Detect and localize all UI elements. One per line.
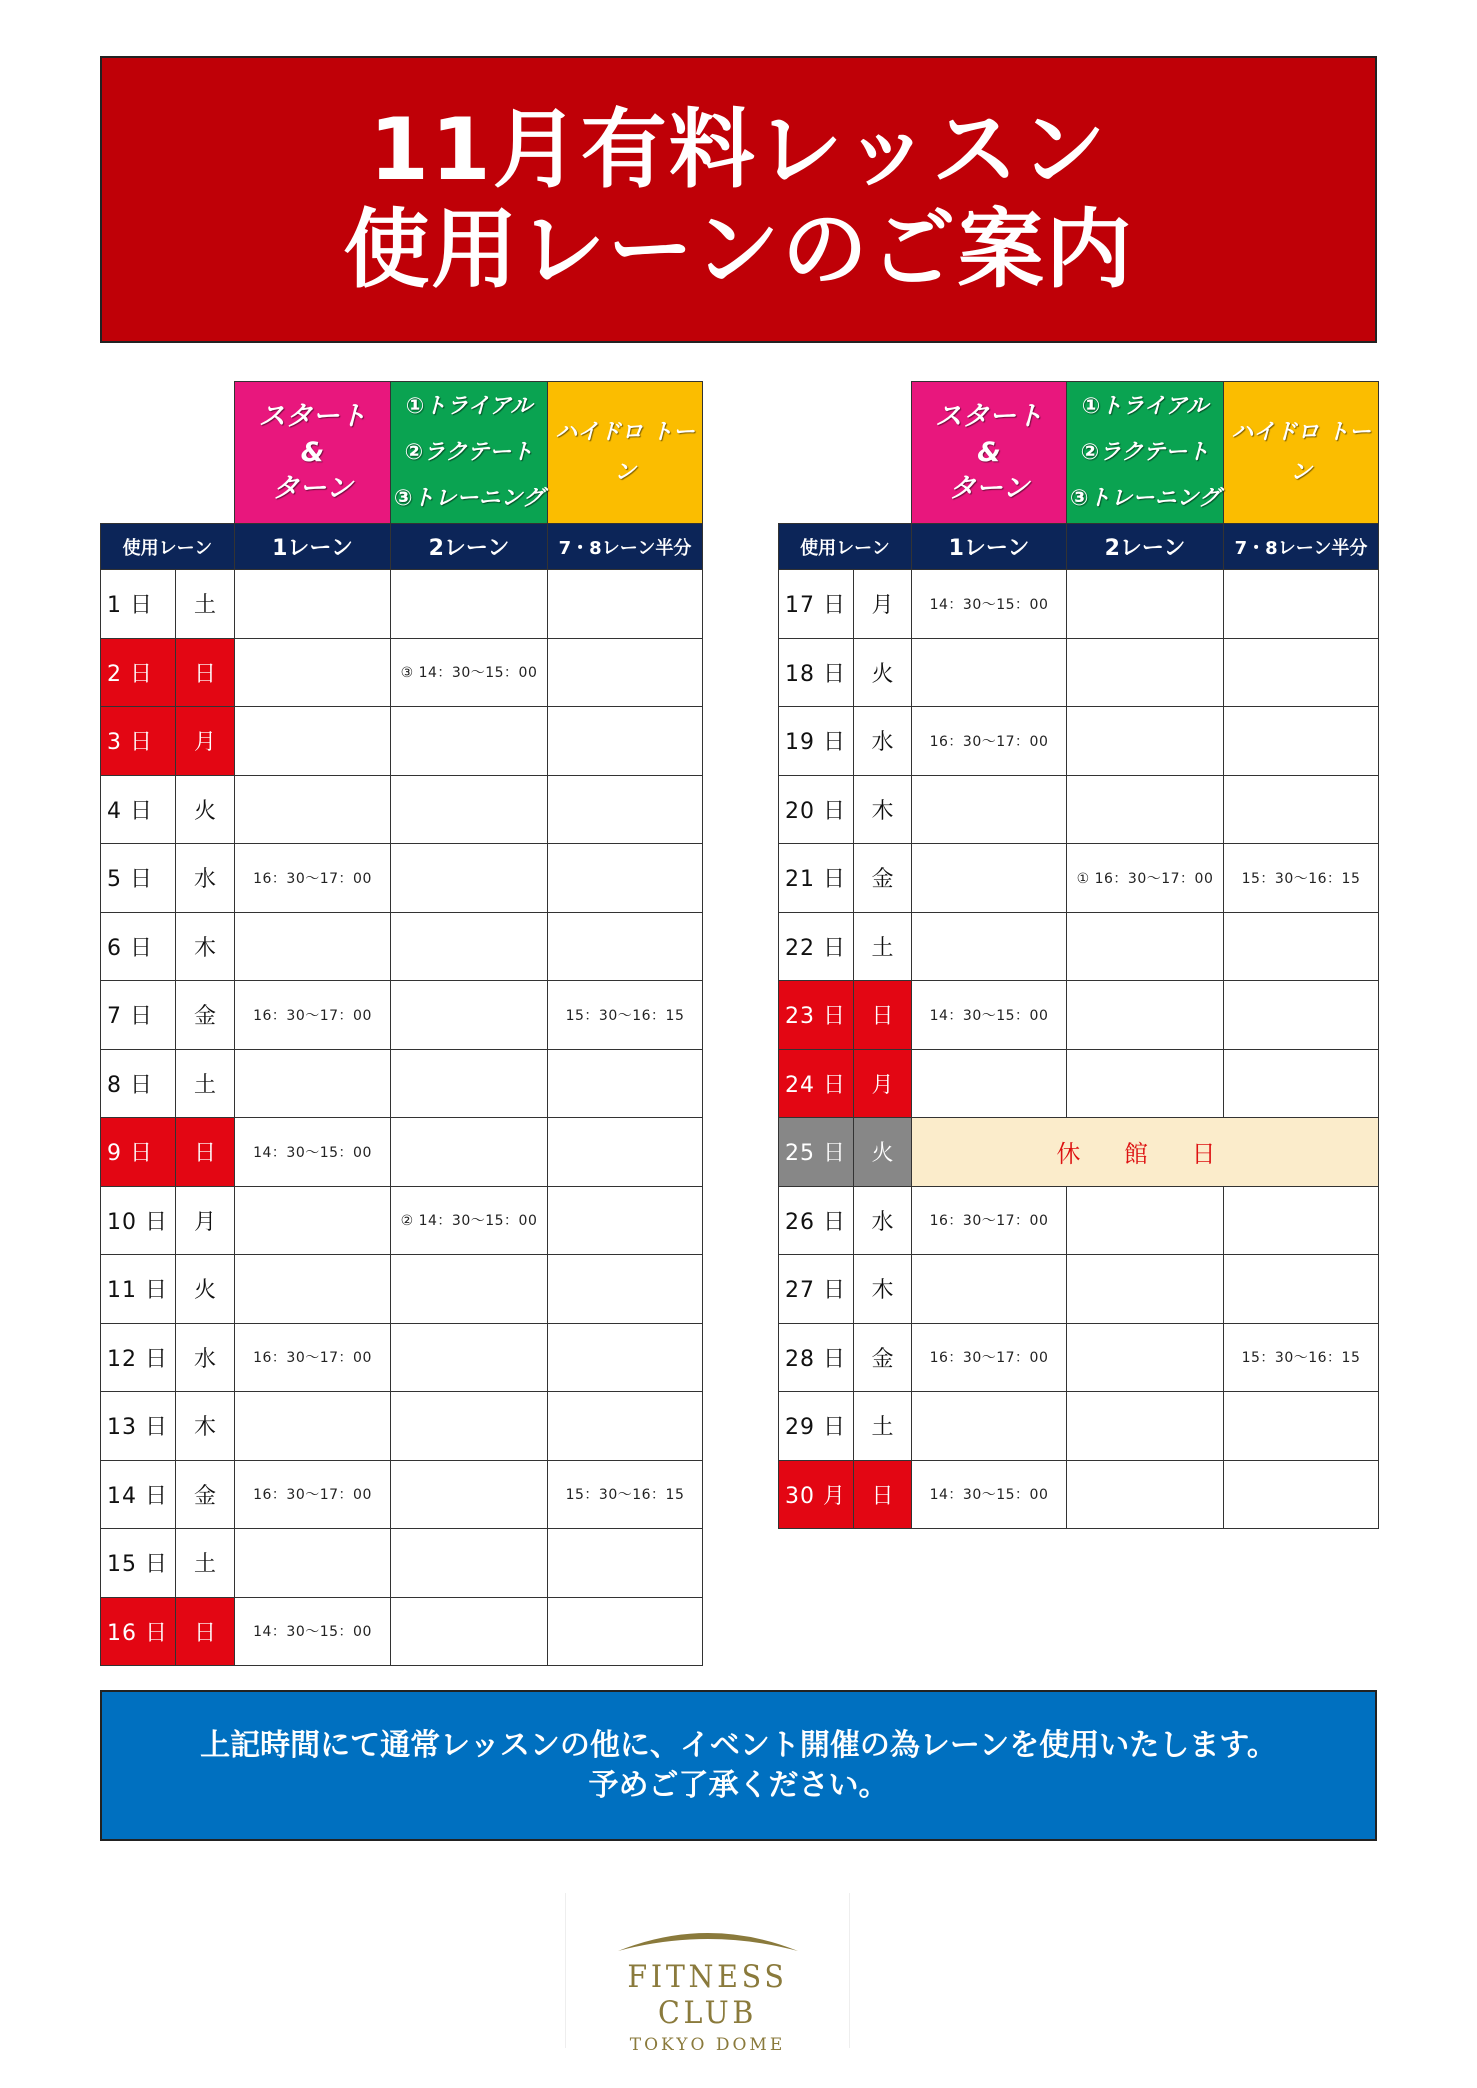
day-number: 24 日 [779,1049,854,1118]
lane-1-slot: 14：30〜15：00 [235,1118,391,1187]
notice-banner [100,1690,1377,1841]
lane-1-slot [235,1255,391,1324]
logo-sub-text: TOKYO DOME [629,2035,786,2055]
lane-7-8-slot [548,707,703,776]
lane-2-slot [1067,1255,1224,1324]
day-row [101,1392,703,1461]
day-row [779,707,1379,776]
lane-2-slot [1067,570,1224,639]
day-number: 20 日 [779,775,854,844]
category-start-turn [912,382,1067,524]
day-number: 13 日 [101,1392,176,1461]
day-row [779,1186,1379,1255]
lane-1-slot: 16：30〜17：00 [912,707,1067,776]
day-row [779,844,1379,913]
lane-7-8-slot [1224,707,1379,776]
day-number: 18 日 [779,638,854,707]
category-label: ①トライアル [1081,393,1209,419]
lane-1-slot [235,570,391,639]
lane-2-slot [1067,1392,1224,1461]
lane-2-slot: ③ 14：30〜15：00 [391,638,548,707]
category-label: ②ラクテート [1080,439,1210,465]
lane-1-slot: 16：30〜17：00 [235,1323,391,1392]
weekday: 火 [176,775,235,844]
day-number: 9 日 [101,1118,176,1187]
lane-2-slot [391,1049,548,1118]
lane-7-8-slot [1224,912,1379,981]
lane-1-slot [235,775,391,844]
day-row [101,570,703,639]
day-row [101,638,703,707]
lane-7-8-slot [548,1186,703,1255]
day-row [779,912,1379,981]
title-line-1: 11月有料レッスン [369,99,1108,200]
weekday: 水 [854,707,912,776]
lane-1-slot [235,638,391,707]
category-label: ②ラクテート [404,439,534,465]
weekday: 火 [854,1118,912,1187]
day-row [779,1255,1379,1324]
category-label: ハイドロ トーン [1231,419,1371,485]
header-lane-1: 1レーン [235,524,391,570]
header-lane-2: 2レーン [391,524,548,570]
weekday: 土 [176,1529,235,1598]
lane-7-8-slot [548,570,703,639]
day-row [779,981,1379,1050]
lane-2-slot [1067,1323,1224,1392]
lane-2-slot [1067,707,1224,776]
closed-day-cell: 休 館 日 [912,1118,1379,1187]
fitness-club-logo [565,1893,850,2055]
day-number: 17 日 [779,570,854,639]
lane-7-8-slot [548,844,703,913]
day-row [101,844,703,913]
day-row [779,638,1379,707]
header-row [779,524,1379,570]
weekday: 月 [854,570,912,639]
day-number: 26 日 [779,1186,854,1255]
category-trial-lactate-training [391,382,548,524]
day-number: 1 日 [101,570,176,639]
day-number: 8 日 [101,1049,176,1118]
day-number: 3 日 [101,707,176,776]
lane-2-slot [391,1255,548,1324]
category-start-turn [235,382,391,524]
lane-2-slot [391,1460,548,1529]
lane-1-slot [235,1049,391,1118]
lane-2-slot [1067,981,1224,1050]
header-lane-use: 使用レーン [779,524,912,570]
weekday: 日 [176,1118,235,1187]
lane-1-slot [235,912,391,981]
lane-7-8-slot: 15：30〜16：15 [1224,1323,1379,1392]
lane-1-slot [912,1392,1067,1461]
category-label: スタート [258,400,367,432]
weekday: 木 [854,1255,912,1324]
lane-1-slot: 14：30〜15：00 [235,1597,391,1666]
weekday: 火 [176,1255,235,1324]
lane-7-8-slot [1224,1460,1379,1529]
day-number: 25 日 [779,1118,854,1187]
lane-7-8-slot [548,1597,703,1666]
title-line-2: 使用レーンのご案内 [343,199,1134,300]
lane-1-slot: 16：30〜17：00 [912,1186,1067,1255]
weekday: 月 [176,707,235,776]
lane-2-slot [391,1392,548,1461]
category-label: ③トレーニング [393,485,545,511]
weekday: 土 [176,570,235,639]
day-row [101,1049,703,1118]
category-label: & [977,436,1001,468]
day-number: 6 日 [101,912,176,981]
header-lane-1: 1レーン [912,524,1067,570]
weekday: 金 [854,844,912,913]
lane-7-8-slot [548,775,703,844]
day-number: 11 日 [101,1255,176,1324]
weekday: 土 [176,1049,235,1118]
day-number: 12 日 [101,1323,176,1392]
lane-2-slot [391,912,548,981]
day-number: 4 日 [101,775,176,844]
weekday: 木 [854,775,912,844]
lane-7-8-slot [1224,1392,1379,1461]
weekday: 日 [176,1597,235,1666]
lane-2-slot: ① 16：30〜17：00 [1067,844,1224,913]
lane-2-slot [1067,1186,1224,1255]
day-number: 21 日 [779,844,854,913]
lane-7-8-slot: 15：30〜16：15 [1224,844,1379,913]
category-label: スタート [935,400,1043,432]
lane-1-slot: 16：30〜17：00 [235,981,391,1050]
category-hydro-tone [548,382,703,524]
weekday: 日 [176,638,235,707]
day-number: 14 日 [101,1460,176,1529]
header-lane-2: 2レーン [1067,524,1224,570]
day-number: 15 日 [101,1529,176,1598]
day-number: 22 日 [779,912,854,981]
day-row [779,1460,1379,1529]
day-row [101,912,703,981]
lane-1-slot [235,1186,391,1255]
day-row [779,570,1379,639]
header-lane-7-8-half: 7・8レーン半分 [548,524,703,570]
day-row [101,707,703,776]
notice-line-2: 予めご了承ください。 [588,1767,889,1803]
weekday: 水 [854,1186,912,1255]
day-row [101,1323,703,1392]
dome-arc-icon [598,1921,818,1955]
lane-7-8-slot [1224,570,1379,639]
schedule-table-left [100,381,703,1666]
lane-7-8-slot [1224,1255,1379,1324]
lane-2-slot [391,1597,548,1666]
lane-7-8-slot [548,1118,703,1187]
lane-1-slot: 14：30〜15：00 [912,981,1067,1050]
day-row [101,1255,703,1324]
day-number: 23 日 [779,981,854,1050]
lane-1-slot: 14：30〜15：00 [912,570,1067,639]
lane-2-slot [1067,912,1224,981]
day-row [101,775,703,844]
day-row [779,1392,1379,1461]
lane-2-slot [391,1323,548,1392]
lane-1-slot [912,912,1067,981]
category-label: & [300,436,325,468]
lane-1-slot [912,1049,1067,1118]
day-number: 19 日 [779,707,854,776]
day-number: 2 日 [101,638,176,707]
lane-1-slot [912,775,1067,844]
lane-1-slot: 16：30〜17：00 [912,1323,1067,1392]
category-trial-lactate-training [1067,382,1224,524]
weekday: 日 [854,1460,912,1529]
lane-7-8-slot [548,1529,703,1598]
lane-7-8-slot: 15：30〜16：15 [548,1460,703,1529]
lane-7-8-slot [548,1049,703,1118]
lane-7-8-slot [1224,775,1379,844]
weekday: 木 [176,912,235,981]
weekday: 月 [854,1049,912,1118]
weekday: 土 [854,1392,912,1461]
category-label: ①トライアル [405,393,533,419]
weekday: 金 [176,1460,235,1529]
lane-2-slot [1067,775,1224,844]
lane-2-slot [1067,638,1224,707]
lane-1-slot [235,1529,391,1598]
weekday: 水 [176,1323,235,1392]
day-row [101,981,703,1050]
header-lane-7-8-half: 7・8レーン半分 [1224,524,1379,570]
lane-1-slot [912,844,1067,913]
day-row [779,1049,1379,1118]
title-banner [100,56,1377,343]
day-number: 16 日 [101,1597,176,1666]
weekday: 月 [176,1186,235,1255]
schedule-table-right [778,381,1379,1529]
day-row [101,1118,703,1187]
lane-1-slot: 14：30〜15：00 [912,1460,1067,1529]
category-label: ハイドロ トーン [555,419,695,485]
lane-1-slot [912,1255,1067,1324]
lane-2-slot [1067,1460,1224,1529]
lane-7-8-slot [548,1255,703,1324]
header-row [101,524,703,570]
lane-1-slot [235,1392,391,1461]
category-row [779,382,1379,524]
day-number: 29 日 [779,1392,854,1461]
day-number: 28 日 [779,1323,854,1392]
day-row [779,775,1379,844]
lane-7-8-slot [548,1392,703,1461]
lane-2-slot [391,844,548,913]
lane-2-slot: ② 14：30〜15：00 [391,1186,548,1255]
lane-1-slot [912,638,1067,707]
lane-7-8-slot [1224,981,1379,1050]
lane-2-slot [391,570,548,639]
lane-2-slot [391,1118,548,1187]
category-label: ターン [272,472,353,504]
lane-2-slot [1067,1049,1224,1118]
day-row [779,1118,1379,1187]
lane-2-slot [391,1529,548,1598]
day-row [779,1323,1379,1392]
day-row [101,1186,703,1255]
lane-7-8-slot [548,638,703,707]
day-number: 5 日 [101,844,176,913]
weekday: 金 [854,1323,912,1392]
day-number: 7 日 [101,981,176,1050]
weekday: 土 [854,912,912,981]
lane-7-8-slot: 15：30〜16：15 [548,981,703,1050]
day-row [101,1460,703,1529]
weekday: 日 [854,981,912,1050]
category-row [101,382,703,524]
category-label: ターン [948,472,1030,504]
day-row [101,1597,703,1666]
lane-7-8-slot [1224,1186,1379,1255]
category-label: ③トレーニング [1069,485,1221,511]
logo-main-text: FITNESS CLUB [627,1959,788,2031]
day-number: 30 月 [779,1460,854,1529]
lane-7-8-slot [548,912,703,981]
category-hydro-tone [1224,382,1379,524]
weekday: 金 [176,981,235,1050]
notice-line-1: 上記時間にて通常レッスンの他に、イベント開催の為レーンを使用いたします。 [200,1727,1277,1763]
lane-7-8-slot [1224,638,1379,707]
lane-2-slot [391,707,548,776]
header-lane-use: 使用レーン [101,524,235,570]
lane-2-slot [391,981,548,1050]
weekday: 木 [176,1392,235,1461]
weekday: 火 [854,638,912,707]
day-number: 27 日 [779,1255,854,1324]
lane-2-slot [391,775,548,844]
lane-7-8-slot [548,1323,703,1392]
weekday: 水 [176,844,235,913]
lane-1-slot: 16：30〜17：00 [235,1460,391,1529]
lane-7-8-slot [1224,1049,1379,1118]
lane-1-slot [235,707,391,776]
day-number: 10 日 [101,1186,176,1255]
lane-1-slot: 16：30〜17：00 [235,844,391,913]
day-row [101,1529,703,1598]
